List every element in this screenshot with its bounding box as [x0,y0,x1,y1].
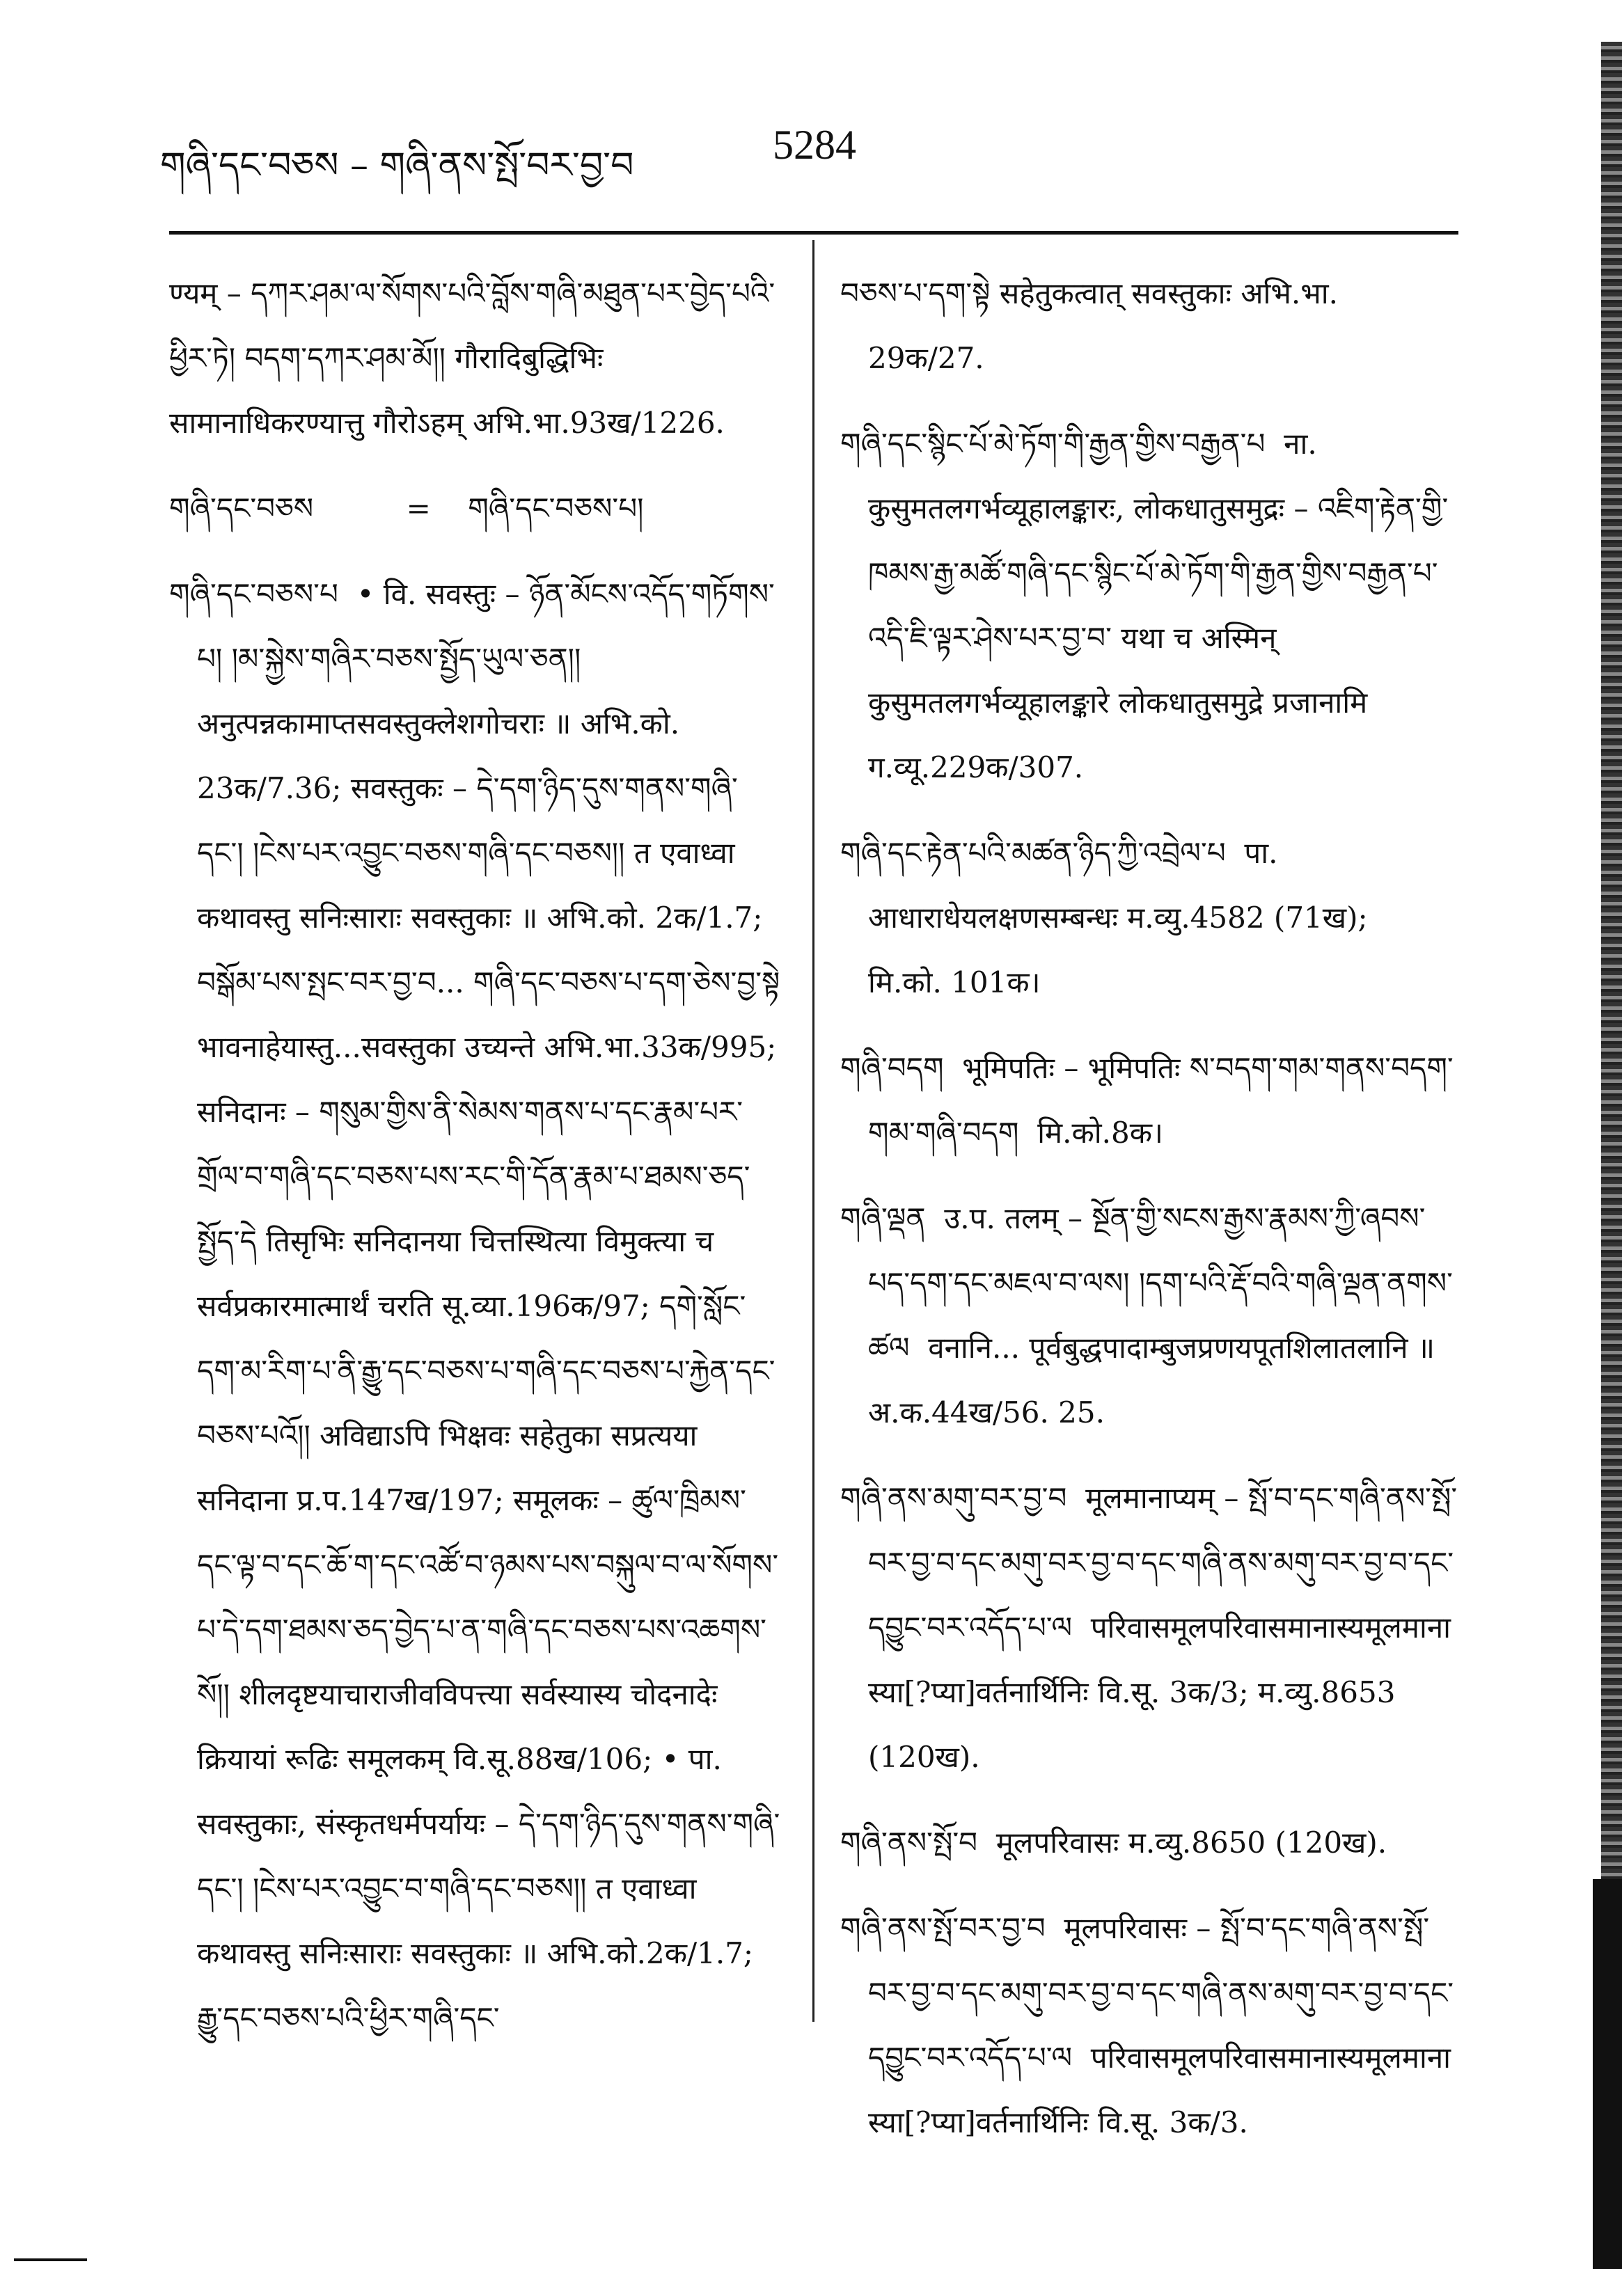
dictionary-entry: གཞི་ནས་སྤོ་བར་བྱ་བ मूलपरिवासः – སྤོ་བ་དང་གཞི་ནས་སྤོ་བར་བྱ་བ་དང་མགུ་བར་བྱ་བ་དང་གཞི་ནས་མགུ་བར་བྱ་བ་དང་དབྱུང་བར་འདོད་པ་ལ परिवासमूलपरिवासमानास्यमूलमाना स्या[?प्या]वर्तनार्थिनिः वि.सू. 3क/3. [840,1911,1460,2139]
running-head: གཞི་དང་བཅས – གཞི་ནས་སྤོ་བར་བྱ་བ [160,145,634,187]
dictionary-entry: ण्यम् – དཀར་ཤམ་ལ་སོགས་པའི་བློས་གཞི་མཐུན་པར་བྱེད་པའི་ཕྱིར་ཏེ། བདག་དཀར་ཤམ་མོ།། गौरादिबुद्धिभिः सामानाधिकरण्यात्तु गौरोऽहम् अभि.भा.93ख/1226. [169,276,775,440]
margin-mark [14,2258,87,2261]
scan-edge-dark [1593,1879,1622,2269]
column-divider [812,240,814,2022]
dictionary-entry: གཞི་དང་བཅས = གཞི་དང་བཅས་པ། [169,491,644,525]
dictionary-entry: གཞི་ལྡན उ.प. तलम् – སྔོན་གྱི་སངས་རྒྱས་རྣམས་ཀྱི་ཞབས་པད་དག་དང་མཇལ་བ་ལས། །དག་པའི་རྡོ་བའི་གཞི་ལྡན་ནགས་ཚལ वनानि... पूर्वबुद्धपादाम्बुजप्रणयपूतशिलातलानि ॥ अ.क.44ख/56. 25. [840,1201,1453,1430]
dictionary-entry: གཞི་དང་རྟེན་པའི་མཚན་ཉིད་ཀྱི་འབྲེལ་པ पा. आधाराधेयलक्षणसम्बन्धः म.व्यु.4582 (71ख); मि.को. 101क। [840,836,1387,999]
dictionary-entry: གཞི་དང་བཅས་པ • वि. सवस्तुः – ཉོན་མོངས་འདོད་གཏོགས་པ། །མ་སྐྱེས་གཞིར་བཅས་སྤྱོད་ཡུལ་ཅན།། अनुत्पन्नकामाप्तसवस्तुक्लेशगोचराः ॥ अभि.को. 23क/7.36; सवस्तुकः – དེ་དག་ཉིད་དུས་གནས་གཞི་དང་། །ངེས་པར་འབྱུང་བཅས་གཞི་དང་བཅས།། त एवाध्वा कथावस्तु सनिःसाराः सवस्तुकाः ॥ अभि.को. 2क/1.7; བསྒོམ་པས་སྤང་བར་བྱ་བ... གཞི་དང་བཅས་པ་དག་ཅེས་བྱ་སྟེ भावनाहेयास्तु...सवस्तुका उच्यन्ते अभि.भा.33क/995; सनिदानः – གསུམ་གྱིས་ནི་སེམས་གནས་པ་དང་རྣམ་པར་གྲོལ་བ་གཞི་དང་བཅས་པས་རང་གི་དོན་རྣམ་པ་ཐམས་ཅད་སྤྱོད་དེ तिसृभिः सनिदानया चित्तस्थित्या विमुक्त्या च सर्वप्रकारमात्मार्थं चरति सू.व्या.196क/97; དགེ་སློང་དག་མ་རིག་པ་ནི་རྒྱུ་དང་བཅས་པ་གཞི་དང་བཅས་པ་རྐྱེན་དང་བཅས་པའོ།། अविद्याऽपि भिक्षवः सहेतुका सप्रत्यया सनिदाना प्र.प.147ख/197; समूलकः – ཚུལ་ཁྲིམས་དང་ལྟ་བ་དང་ཆོ་ག་དང་འཚོ་བ་ཉམས་པས་བསྐུལ་བ་ལ་སོགས་པ་དེ་དག་ཐམས་ཅད་བྱེད་པ་ན་གཞི་དང་བཅས་པས་འཆགས་སོ།། शीलदृष्टयाचाराजीवविपत्त्या सर्वस्यास्य चोदनादेः क्रियायां रूढिः समूलकम् वि.सू.88ख/106; • पा. सवस्तुकाः, संस्कृतधर्मपर्यायः – དེ་དག་ཉིད་དུས་གནས་གཞི་དང་། །ངེས་པར་འབྱུང་བ་གཞི་དང་བཅས།། त एवाध्वा कथावस्तु सनिःसाराः सवस्तुकाः ॥ अभि.को.2क/1.7; རྒྱུ་དང་བཅས་པའི་ཕྱིར་གཞི་དང་ [169,577,789,2035]
dictionary-entry: གཞི་དང་སྙིང་པོ་མེ་ཏོག་གི་རྒྱན་གྱིས་བརྒྱན་པ ना. कुसुमतलगर्भव्यूहालङ्कारः, लोकधातुसमुद्रः – འཇིག་རྟེན་གྱི་ཁམས་རྒྱ་མཚོ་གཞི་དང་སྙིང་པོ་མེ་ཏོག་གི་རྒྱན་གྱིས་བརྒྱན་པ་འདི་ཇི་ལྟར་ཤེས་པར་བྱ་བ་ यथा च अस्मिन् कुसुमतलगर्भव्यूहालङ्कारे लोकधातुसमुद्रे प्रजानामि ग.व्यू.229क/307. [840,427,1449,784]
dictionary-entry: གཞི་ནས་སྤོ་བ मूलपरिवासः म.व्यु.8650 (120ख). [840,1826,1387,1860]
dictionary-entry: གཞི་ནས་མགུ་བར་བྱ་བ मूलमानाप्यम् – སྤོ་བ་དང་གཞི་ནས་སྤོ་བར་བྱ་བ་དང་མགུ་བར་བྱ་བ་དང་གཞི་ནས་མགུ་བར་བྱ་བ་དང་དབྱུང་བར་འདོད་པ་ལ परिवासमूलपरिवासमानास्यमूलमाना स्या[?प्या]वर्तनार्थिनिः वि.सू. 3क/3; म.व्यु.8653 (120ख). [840,1481,1460,1774]
page-number: 5284 [773,122,856,168]
dictionary-entry: གཞི་བདག भूमिपतिः – भूमिपतिः ས་བདག་གམ་གནས་བདག་གམ་གཞི་བདག मि.को.8क। [840,1051,1454,1150]
dictionary-entry: བཅས་པ་དག་སྟེ सहेतुकत्वात् सवस्तुकाः अभि.भा. 29क/27. [840,276,1348,375]
header-rule [169,231,1458,235]
running-header [160,118,1469,188]
right-column [840,261,1460,2176]
left-column [169,261,789,2071]
